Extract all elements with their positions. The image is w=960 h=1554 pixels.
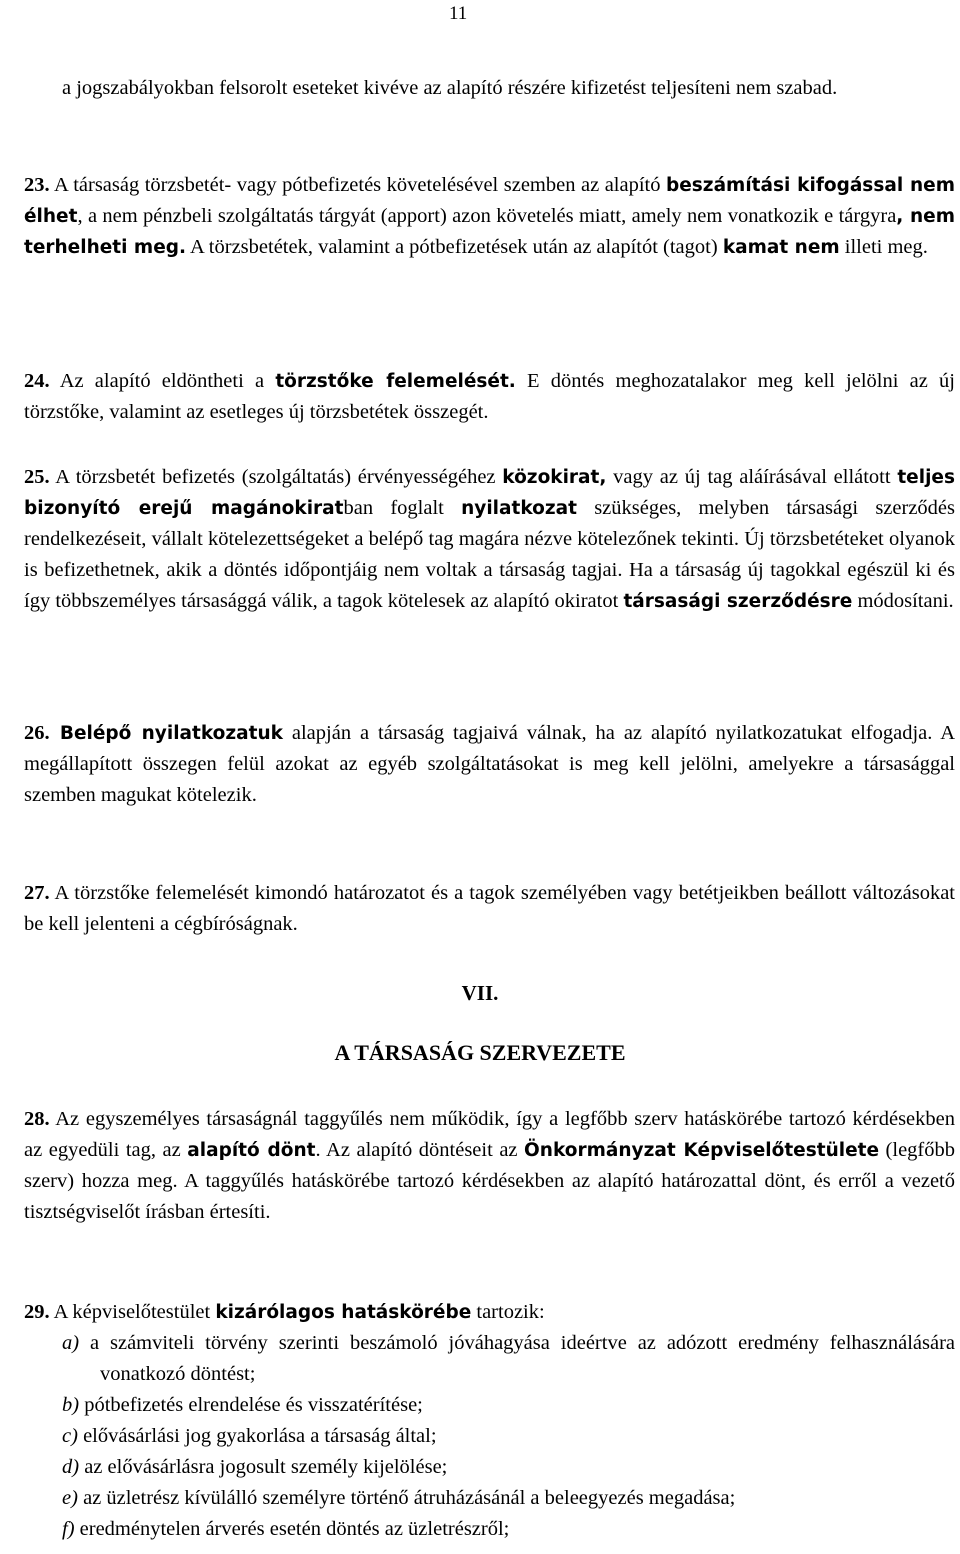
paragraph-number: 28. <box>24 1108 50 1130</box>
list-item: c) elővásárlási jog gyakorlása a társaság által; <box>62 1425 437 1447</box>
section-number: VII. <box>461 981 499 1005</box>
list-item: b) pótbefizetés elrendelése és visszatérítése; <box>62 1394 423 1416</box>
paragraph-number: 24. <box>24 370 50 392</box>
paragraph-26: 26. Belépő nyilatkozatuk alapján a társaság tagjaivá válnak, ha az alapító nyilatkozatukat elfogadja. A megállapított összegen felül azokat az egyéb szolgáltatásokat is meg kell jelölni, amelyekre a társasággal szemben magukat kötelezik. <box>24 722 955 806</box>
page-number: 11 <box>449 3 468 24</box>
intro-paragraph: a jogszabályokban felsorolt eseteket kivéve az alapító részére kifizetést teljesíteni nem szabad. <box>62 77 838 99</box>
paragraph-27: 27. A törzstőke felemelését kimondó határozatot és a tagok személyében vagy betétjeikben beállott változásokat be kell jelenteni a cégbíróságnak. <box>24 882 955 935</box>
list-item: d) az elővásárlásra jogosult személy kijelölése; <box>62 1456 448 1478</box>
list-item: e) az üzletrész kívülálló személyre történő átruházásánál a beleegyezés megadása; <box>62 1487 736 1509</box>
paragraph-number: 29. <box>24 1301 50 1323</box>
list-item: f) eredménytelen árverés esetén döntés az üzletrészről; <box>62 1518 510 1540</box>
paragraph-number: 23. <box>24 174 50 196</box>
paragraph-number: 26. <box>24 722 50 744</box>
paragraph-28: 28. Az egyszemélyes társaságnál taggyűlés nem működik, így a legfőbb szerv hatáskörébe tartozó kérdésekben az egyedüli tag, az alapító dönt. Az alapító döntéseit az Önkormányzat Képviselőtestülete (legfőbb szerv) hozza meg. A taggyűlés hatáskörébe tartozó kérdésekben az alapító határozattal dönt, és erről a vezető tisztségviselőt írásban értesíti. <box>24 1108 955 1223</box>
section-title: A TÁRSASÁG SZERVEZETE <box>334 1040 626 1065</box>
paragraph-number: 27. <box>24 882 50 904</box>
paragraph-29: 29. A képviselőtestület kizárólagos hatáskörébe tartozik: <box>24 1301 545 1323</box>
competence-list <box>62 1328 955 1545</box>
paragraph-24: 24. Az alapító eldöntheti a törzstőke felemelését. E döntés meghozatalakor meg kell jelölni az új törzstőke, valamint az esetleges új törzsbetétek összegét. <box>24 370 955 423</box>
paragraph-23: 23. A társaság törzsbetét- vagy pótbefizetés követelésével szemben az alapító beszámítási kifogással nem élhet, a nem pénzbeli szolgáltatás tárgyát (apport) azon követelés miatt, amely nem vonatkozik e tárgyra, nem terhelheti meg. A törzsbetétek, valamint a pótbefizetések után az alapítót (tagot) kamat nem illeti meg. <box>24 174 955 258</box>
list-item: a) a számviteli törvény szerinti beszámoló jóváhagyása ideértve az adózott eredmény felhasználására vonatkozó döntést; <box>62 1332 955 1385</box>
paragraph-25: 25. A törzsbetét befizetés (szolgáltatás) érvényességéhez közokirat, vagy az új tag aláírásával ellátott teljes bizonyító erejű magánokiratban foglalt nyilatkozat szükséges, melyben társasági szerződés rendelkezéseit, vállalt kötelezettségeket a belépő tag magára nézve kötelezőnek tekinti. Új törzsbetéteket olyanok is befizethetnek, akik a döntés időpontjáig nem voltak a társaság tagjai. Ha a társaság új tagokkal egészül ki és így többszemélyes társasággá válik, a tagok kötelesek az alapító okiratot társasági szerződésre módosítani. <box>24 466 955 612</box>
paragraph-number: 25. <box>24 466 50 488</box>
